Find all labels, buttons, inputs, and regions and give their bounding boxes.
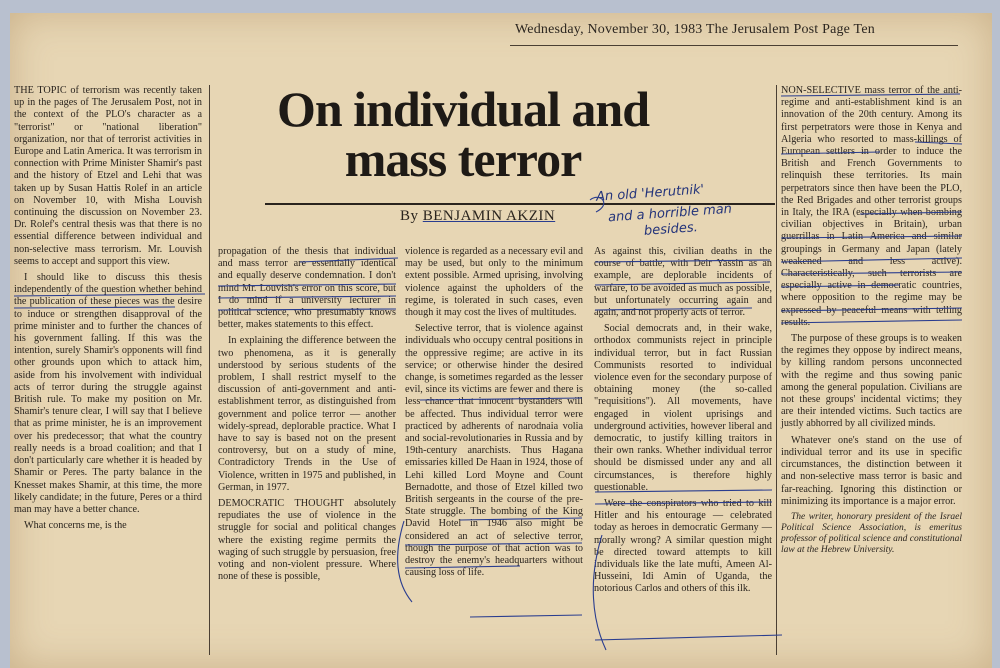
paragraph: Selective terror, that is violence against individuals who occupy central positions in the oppressive regime; are active in its service; or otherwise hinder the desired change, is sometimes regarded as the lesser evil, since its victims are fewer and there is less chance that innocent bystanders will be affected. Thus individual terror were practiced by adherents of narodnaia volia and social-revolutionaries in Russia and by 19th-century anarchists. Thus Hagana emissaries killed De Haan in 1924, those of Lehi killed Lord Moyne and Count Bernadotte, and those of Etzel killed two British sergeants in the course of the pre-State struggle. The bombing of the King David Hotel in 1946 also might be considered an act of selective terror, though the purpose of that action was to destroy the enemy's headquarters without causing loss of life. <box>405 323 583 579</box>
headline-line-1: On individual and <box>276 81 650 137</box>
paragraph: Social democrats and, in their wake, orthodox communists reject in principle individual terror, but in fact Russian Communists resorted to individual violence even for the secondary purpose of obtaining money (the so-called "requisitions"). All movements, have engaged in violent uprisings and underground activities, however liberal and democratic, to justify killing traitors in their own ranks. Whether individual terror should be dismissed under any and all circumstances, is therefore highly questionable. <box>594 323 772 493</box>
paragraph: DEMOCRATIC THOUGHT absolutely repudiates the use of violence in the struggle for social and political changes where the existing regime permits the waging of such struggle by persuasion, free voting and non-violent pressure. Where none of these is possible, <box>218 498 396 583</box>
paragraph: The purpose of these groups is to weaken the regimes they oppose by indirect means, by killing random persons unconnected with the regime and thus sowing panic among the general population. Civilians are not these groups' incidental victims; they are their intended victims. Such tactics are justly abhorred by all civilized minds. <box>781 333 962 430</box>
handwritten-note-line-3: besides. <box>643 220 699 239</box>
paragraph: I should like to discuss this thesis independently of the question whether behind the publication of these pieces was the desire to induce or strengthen disapproval of the prime minister and to further the chances of his government falling. If this was the intention, surely Shamir's opponents will find other grounds upon which to attack him, aside from his involvement with individual acts of terror during the struggle against British rule. To make my position on Mr. Shamir's tenure clear, I will say that I believe that as prime minister, he is an improvement over his predecessor; that what the country really needs is a broad coalition; and that I don't particularly care whether it is headed by Shamir or Peres. The party balance in the Knesset makes Shamir, at this time, the more likely candidate; in the future, Peres or a third man may have a better chance. <box>14 272 202 515</box>
article-column-4 <box>594 246 772 600</box>
masthead: Wednesday, November 30, 1983 The Jerusalem Post Page Ten <box>515 22 875 37</box>
paragraph: propagation of the thesis that individual and mass terror are essentially identical and equally deserve condemnation. I don't mind Mr. Louvish's error on this score, but I do mind if a university lecturer in political science, who presumably knows better, makes statements to this effect. <box>218 246 396 331</box>
paragraph: Whatever one's stand on the use of individual terror and its use in specific circumstances, the distinction between it and non-selective mass terror is basic and far-reaching. Ignoring this distinction or minimizing its importance is a major error. <box>781 434 962 507</box>
paragraph: As against this, civilian deaths in the course of battle, with Deir Yassin as an example, are deplorable incidents of warfare, to be avoided as much as possible, but unfortunately occurring again and again, and not properly acts of terror. <box>594 246 772 319</box>
paragraph: THE TOPIC of terrorism was recently taken up in the pages of The Jerusalem Post, not in the context of the PLO's character as a "terrorist" or "national liberation" organization, nor that of terrorist activities in Europe and Latin America. It was terrorism in connection with Prime Minister Shamir's past and the history of Etzel and Lehi that was taken up by Susan Hattis Rolef in an article on November 10, with Misha Louvish continuing the discussion on November 23. Dr. Rolef's central thesis was that there is no essential difference between individual and non-selective mass terrorism. Mr. Louvish seems to accept and support this view. <box>14 85 202 267</box>
byline <box>400 208 555 225</box>
byline-name: BENJAMIN AKZIN <box>422 208 556 224</box>
byline-prefix: By <box>400 208 423 224</box>
paragraph: What concerns me, is the <box>24 520 127 532</box>
paragraph: Were the conspirators who tried to kill Hitler and his entourage — celebrated today as heroes in democratic Germany — morally wrong? A similar question might be directed toward attempts to kill individuals like the late mufti, Ameen Al-Husseini, Idi Amin of Uganda, the notorious Carlos and others of this ilk. <box>594 498 772 595</box>
headline-line-2: mass terror <box>344 131 582 187</box>
masthead-rule <box>510 45 958 46</box>
paragraph: In explaining the difference between the two phenomena, as it is generally understood by serious students of the problem, I shall restrict myself to the discussion of anti-government and anti-establishment terror, as distinguished from government and police terror — another widely-spread, deplorable practice. What I have to say is based not on the present controversy, but on a study of mine, Contradictory Trends in the Use of Violence, written in 1975 and published, in German, in 1977. <box>218 335 396 493</box>
article-column-5 <box>781 85 962 560</box>
paragraph: NON-SELECTIVE mass terror of the anti-regime and anti-establishment kind is an innovation of the 20th century. Among its first perpetrators were those in Kenya and Algeria who resorted to mass-killings of European settlers in order to induce the British and French Governments to relinquish these territories. Its main perpetrators since then have been the PLO, the Red Brigades and other terrorist groups in Italy, the IRA (especially when bombing civilian objectives in Britain), urban guerrillas in Latin America and similar groupings in Germany and Japan (lately weakened and less active). Characteristically, such terrorists are especially active in democratic countries, where opposition to the regime may be expressed by peaceful means with telling results. <box>781 85 962 328</box>
column-divider <box>209 85 210 655</box>
author-note: The writer, honorary president of the Israel Political Science Association, is emeritus professor of political science and constitutional law at the Hebrew University. <box>781 511 962 555</box>
article-column-1 <box>14 85 202 536</box>
article-column-2 <box>218 246 396 587</box>
article-column-3 <box>405 246 583 583</box>
column-divider <box>776 85 777 655</box>
handwritten-note-line-2: and a horrible man <box>607 201 733 226</box>
handwritten-note-line-1: An old 'Herutnik' <box>595 182 705 205</box>
paragraph: violence is regarded as a necessary evil and may be used, but only to the minimum extent possible. Armed uprising, involving violence against the upholders of the regime, is tolerated in such cases, even though it may cost the lives of multitudes. <box>405 246 583 319</box>
headline <box>268 81 658 187</box>
